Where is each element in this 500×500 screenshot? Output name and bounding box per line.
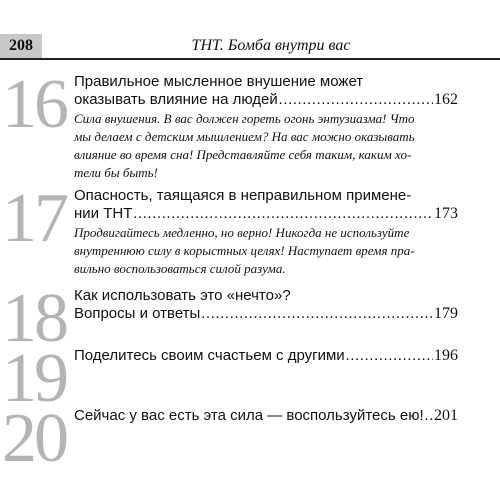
chapter-number: 18 — [2, 280, 66, 357]
page-header — [0, 0, 500, 62]
dot-leader — [201, 305, 433, 323]
dot-leader — [346, 347, 433, 365]
dot-leader — [279, 91, 433, 109]
description-line: мы делаем с детским мышлением? На вас можно оказывать — [74, 129, 415, 144]
toc-row[interactable] — [74, 407, 458, 425]
chapter-number: 19 — [2, 340, 66, 417]
chapter-page: 173 — [434, 205, 458, 222]
chapter-page: 179 — [434, 305, 458, 322]
toc-row[interactable] — [74, 305, 458, 323]
chapter-title: Правильное мысленное внушение может — [74, 73, 364, 90]
header-rule — [0, 58, 500, 60]
chapter-number: 16 — [2, 66, 66, 143]
chapter-page: 201 — [434, 407, 458, 424]
description-line: внутреннюю силу в корыстных целях! Наступает время пра- — [74, 243, 415, 258]
chapter-title: Сейчас у вас есть эта сила — воспользуйтесь ею! — [74, 407, 424, 424]
chapter-title-end: нии ТНТ — [74, 205, 133, 222]
description-line: вильно воспользоваться силой разума. — [74, 261, 286, 276]
chapter-page: 162 — [434, 91, 458, 108]
description-line: влияние во время сна! Представляйте себя таким, каким хо- — [74, 147, 412, 162]
chapter-title-end: оказывать влияние на людей — [74, 91, 278, 108]
chapter-title: Поделитесь своим счастьем с другими — [74, 347, 345, 364]
dot-leader — [425, 407, 433, 425]
toc-row[interactable] — [74, 205, 458, 223]
chapter-title: Опасность, таящаяся в неправильном примене- — [74, 187, 412, 204]
chapter-description — [74, 110, 458, 182]
description-line: Сила внушения. В вас должен гореть огонь энтузиазма! Что — [74, 111, 415, 126]
description-line: тели бы быть! — [74, 165, 158, 180]
chapter-title: Как использовать это «нечто»? — [74, 287, 291, 304]
running-head: ТНТ. Бомба внутри вас — [191, 37, 351, 54]
chapter-number: 17 — [2, 180, 66, 257]
chapter-number: 20 — [2, 400, 66, 477]
chapter-page: 196 — [434, 347, 458, 364]
chapter-description — [74, 224, 458, 278]
toc-row[interactable] — [74, 347, 458, 365]
description-line: Продвигайтесь медленно, но верно! Никогда не используйте — [74, 225, 410, 240]
dot-leader — [133, 205, 433, 223]
chapter-title-end: Вопросы и ответы — [74, 305, 201, 322]
page-number: 208 — [0, 34, 42, 58]
toc-row[interactable] — [74, 91, 458, 109]
